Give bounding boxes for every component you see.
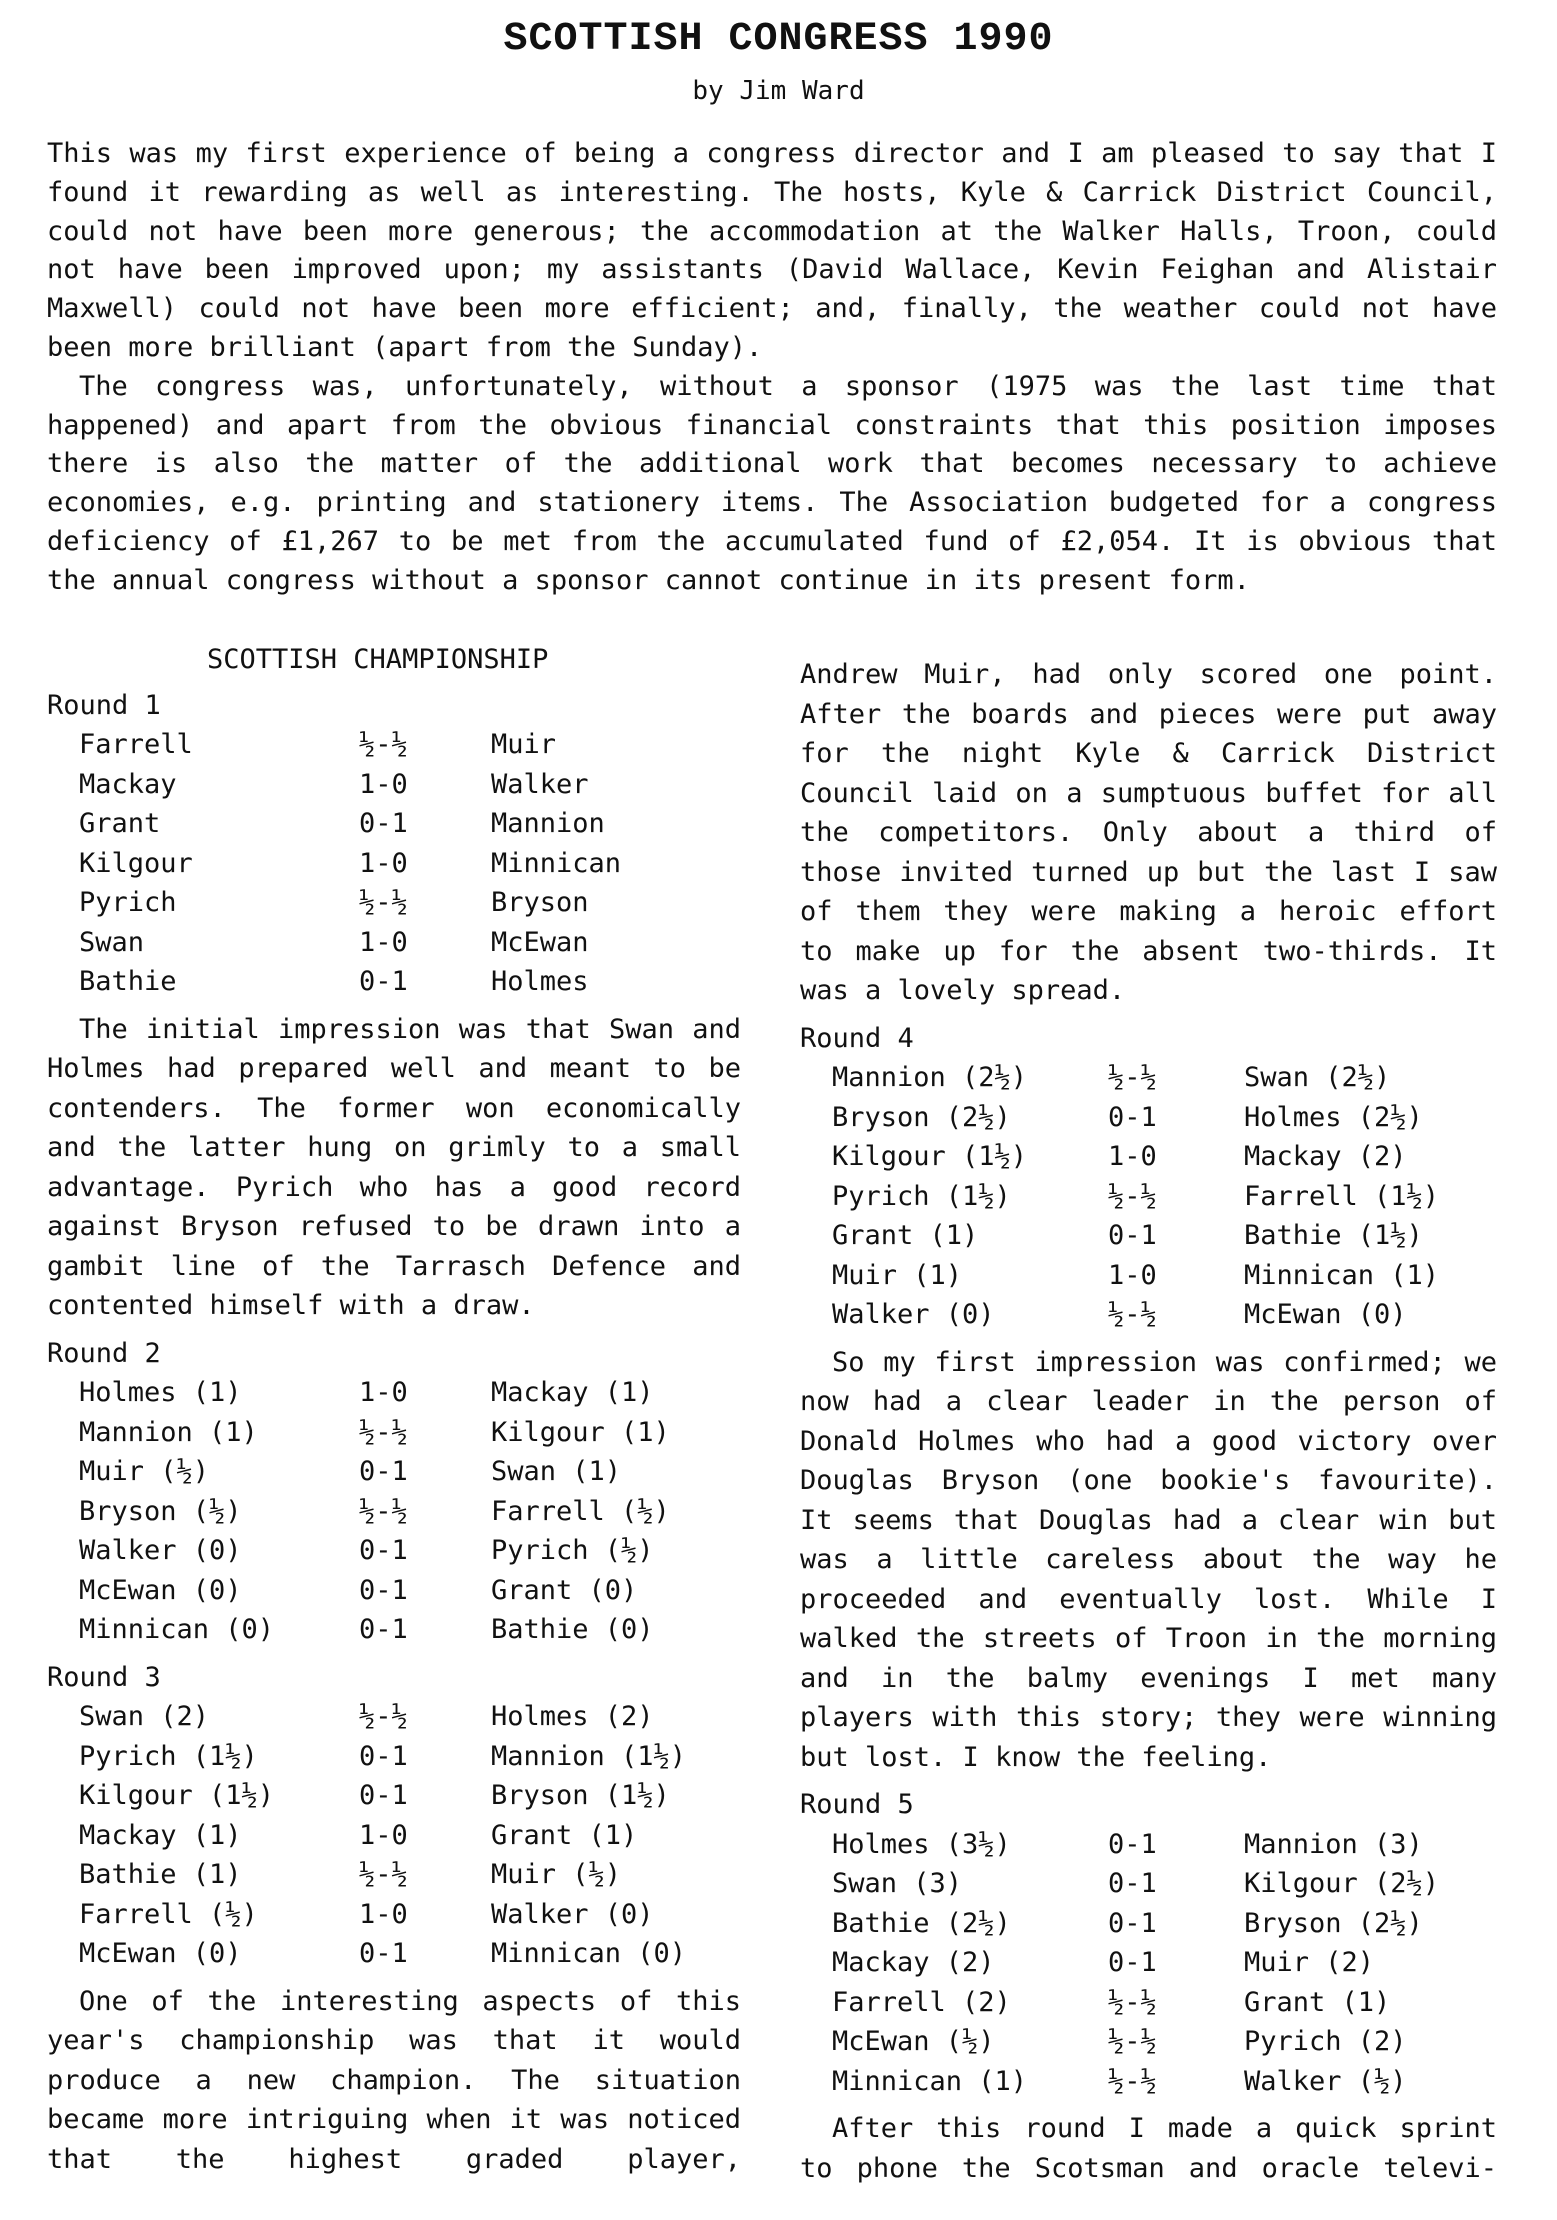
round-1-label: Round 1 <box>47 689 161 721</box>
game-result: 0-1 <box>359 1780 408 1811</box>
black-player: Bryson (2½) <box>1244 1907 1423 1939</box>
game-result: 1-0 <box>1108 1141 1157 1172</box>
round-1-table <box>79 725 621 1002</box>
game-result: 0-1 <box>1108 1868 1157 1899</box>
white-player: Muir (1) <box>832 1259 963 1291</box>
white-player: Mannion (1) <box>79 1416 258 1448</box>
game-result: 0-1 <box>359 1535 408 1566</box>
game-result: 0-1 <box>359 808 408 839</box>
game-row <box>79 1697 686 1737</box>
white-player: Bathie (1) <box>79 1859 242 1890</box>
game-row <box>832 1904 1439 1944</box>
black-player: Holmes (2) <box>491 1701 654 1732</box>
white-player: Bathie <box>79 966 177 997</box>
game-result: 0-1 <box>359 1456 408 1487</box>
game-row <box>832 1983 1439 2023</box>
black-player: Farrell (½) <box>491 1495 670 1527</box>
game-result: ½-½ <box>359 1859 408 1890</box>
game-result: 1-0 <box>1108 1259 1157 1291</box>
black-player: Walker (0) <box>491 1898 654 1930</box>
white-player: Minnican (0) <box>79 1614 275 1645</box>
game-result: ½-½ <box>1108 2065 1157 2097</box>
game-result: 0-1 <box>359 1938 408 1969</box>
round-3-table <box>79 1697 686 1974</box>
game-result: ½-½ <box>1108 1062 1157 1093</box>
black-player: Pyrich (½) <box>491 1535 654 1566</box>
paragraph: Andrew Muir, had only scored one point. After the boards and pieces were put away for the night Kyle & Carrick District Council laid on a sumptuous buffet for all the competitors. Only about a third of those invited turned up but the last I saw of them they were making a heroic effort to make up for the absent two-thirds. It was a lovely spread. <box>800 659 1497 1006</box>
black-player: Minnican (0) <box>491 1938 687 1969</box>
white-player: Muir (½) <box>79 1456 210 1487</box>
game-result: 0-1 <box>359 966 408 997</box>
white-player: Mannion (2½) <box>832 1062 1028 1093</box>
black-player: Holmes (2½) <box>1244 1101 1423 1133</box>
white-player: McEwan (0) <box>79 1574 242 1606</box>
game-result: ½-½ <box>1108 1986 1157 2018</box>
game-row <box>79 923 621 963</box>
game-row <box>832 1295 1439 1335</box>
game-result: 0-1 <box>1108 1907 1157 1939</box>
round-3-label: Round 3 <box>47 1661 161 1693</box>
game-row <box>79 1895 686 1935</box>
black-player: Mackay (2) <box>1244 1141 1407 1172</box>
black-player: Mackay (1) <box>491 1377 654 1408</box>
game-row <box>832 1137 1439 1177</box>
black-player: Grant (0) <box>491 1574 638 1606</box>
game-result: 0-1 <box>1108 1101 1157 1133</box>
paragraph: So my first impression was confirmed; we now had a clear leader in the person of Donald Holmes who had a good victory over Douglas Bryson (one bookie's favourite). It seems that Douglas had a clear win but was a little careless about the way he proceeded and eventually lost. While I walked the streets of Troon in the morning and in the balmy evenings I met many players with this story; they were winning but lost. I know the feeling. <box>800 1346 1497 1773</box>
white-player: Mackay <box>79 768 177 800</box>
black-player: McEwan (0) <box>1244 1299 1407 1330</box>
game-row <box>79 1855 686 1895</box>
white-player: Farrell (2) <box>832 1986 1011 2018</box>
white-player: Mackay (1) <box>79 1819 242 1851</box>
black-player: Walker (½) <box>1244 2065 1407 2097</box>
white-player: Pyrich <box>79 887 177 918</box>
game-result: 1-0 <box>359 1898 408 1930</box>
intro-paragraph-2: The congress was, unfortunately, without a sponsor (1975 was the last time that happened) and apart from the obvious financial constraints that this position imposes there is also the matter of the additional work that becomes necessary to achieve economies, e.g. printing and stationery items. The Association budgeted for a congress deficiency of £1,267 to be met from the accumulated fund of £2,054. It is obvious that the annual congress without a sponsor cannot continue in its present form. <box>47 370 1497 596</box>
black-player: Bryson (1½) <box>491 1780 670 1811</box>
game-result: ½-½ <box>1108 2026 1157 2057</box>
white-player: McEwan (0) <box>79 1938 242 1969</box>
game-row <box>79 962 621 1002</box>
black-player: Holmes <box>491 966 589 997</box>
white-player: Kilgour (1½) <box>832 1141 1028 1172</box>
section-title: SCOTTISH CHAMPIONSHIP <box>207 644 549 675</box>
black-player: Bathie (1½) <box>1244 1220 1423 1251</box>
game-row <box>79 725 621 765</box>
game-result: ½-½ <box>359 1495 408 1527</box>
white-player: Grant (1) <box>832 1220 979 1251</box>
game-result: 1-0 <box>359 1377 408 1408</box>
game-result: 0-1 <box>359 1574 408 1606</box>
game-row <box>79 1413 670 1453</box>
black-player: Bryson <box>491 887 589 918</box>
white-player: Pyrich (1½) <box>832 1180 1011 1212</box>
left-column <box>47 640 741 2187</box>
white-player: Grant <box>79 808 161 839</box>
game-row <box>79 1571 670 1611</box>
game-row <box>79 1452 670 1492</box>
game-row <box>832 1177 1439 1217</box>
paragraph: The initial impression was that Swan and Holmes had prepared well and meant to be contenders. The former won economically and the latter hung on grimly to a small advantage. Pyrich who has a good record against Bryson refused to be drawn into a gambit line of the Tarrasch Defence and contented himself with a draw. <box>47 1013 741 1321</box>
black-player: Kilgour (1) <box>491 1416 670 1448</box>
black-player: Muir (2) <box>1244 1947 1375 1978</box>
game-row <box>79 1816 686 1856</box>
white-player: Swan (3) <box>832 1868 963 1899</box>
white-player: Swan <box>79 926 145 958</box>
round-4-table <box>832 1058 1439 1335</box>
game-result: 0-1 <box>1108 1947 1157 1978</box>
game-row <box>832 1825 1439 1865</box>
game-row <box>832 1256 1439 1296</box>
white-player: Bryson (2½) <box>832 1101 1011 1133</box>
white-player: Holmes (1) <box>79 1377 242 1408</box>
white-player: Mackay (2) <box>832 1947 995 1978</box>
round-4-label: Round 4 <box>800 1022 914 1054</box>
white-player: Swan (2) <box>79 1701 210 1732</box>
white-player: Walker (0) <box>79 1535 242 1566</box>
white-player: Farrell (½) <box>79 1898 258 1930</box>
intro-paragraph-1: This was my first experience of being a congress director and I am pleased to say that I found it rewarding as well as interesting. The hosts, Kyle & Carrick District Council, could not have been more generous; the accommodation at the Walker Halls, Troon, could not have been improved upon; my assistants (David Wallace, Kevin Feighan and Alistair Maxwell) could not have been more efficient; and, finally, the weather could not have been more brilliant (apart from the Sunday). <box>47 138 1497 363</box>
paragraph: One of the interesting aspects of this year's championship was that it would produce a new champion. The situation became more intriguing when it was noticed that the highest graded player, <box>47 1985 741 2175</box>
game-row <box>832 1216 1439 1256</box>
black-player: McEwan <box>491 926 589 958</box>
game-row <box>79 1492 670 1532</box>
game-row <box>79 1373 670 1413</box>
white-player: Kilgour (1½) <box>79 1780 275 1811</box>
game-row <box>79 1531 670 1571</box>
game-result: ½-½ <box>359 1701 408 1732</box>
round-5-label: Round 5 <box>800 1789 914 1820</box>
game-row <box>79 1737 686 1777</box>
black-player: Pyrich (2) <box>1244 2026 1407 2057</box>
game-result: 1-0 <box>359 1819 408 1851</box>
game-result: ½-½ <box>359 729 408 760</box>
game-result: 1-0 <box>359 768 408 800</box>
white-player: Kilgour <box>79 847 193 879</box>
black-player: Kilgour (2½) <box>1244 1868 1440 1899</box>
game-result: 0-1 <box>1108 1828 1157 1860</box>
black-player: Swan (2½) <box>1244 1062 1391 1093</box>
white-player: Bathie (2½) <box>832 1907 1011 1939</box>
white-player: Bryson (½) <box>79 1495 242 1527</box>
intro-section <box>47 135 1497 601</box>
black-player: Grant (1) <box>1244 1986 1391 2018</box>
game-result: 0-1 <box>359 1740 408 1772</box>
game-result: ½-½ <box>359 1416 408 1448</box>
game-result: 0-1 <box>359 1614 408 1645</box>
game-result: ½-½ <box>1108 1299 1157 1330</box>
black-player: Muir <box>491 729 557 760</box>
article-title: SCOTTISH CONGRESS 1990 <box>503 17 1054 62</box>
white-player: Walker (0) <box>832 1299 995 1330</box>
round-5-table <box>832 1825 1439 2102</box>
black-player: Muir (½) <box>491 1859 622 1890</box>
black-player: Minnican <box>491 847 622 879</box>
white-player: Pyrich (1½) <box>79 1740 258 1772</box>
game-row <box>79 765 621 805</box>
game-result: 0-1 <box>1108 1220 1157 1251</box>
white-player: Farrell <box>79 729 193 760</box>
black-player: Grant (1) <box>491 1819 638 1851</box>
game-row <box>832 2062 1439 2102</box>
game-row <box>79 804 621 844</box>
game-result: ½-½ <box>359 887 408 918</box>
game-row <box>79 883 621 923</box>
game-result: 1-0 <box>359 847 408 879</box>
game-row <box>832 1098 1439 1138</box>
round-2-table <box>79 1373 670 1650</box>
game-row <box>832 2022 1439 2062</box>
black-player: Swan (1) <box>491 1456 622 1487</box>
white-player: McEwan (½) <box>832 2026 995 2057</box>
black-player: Mannion (3) <box>1244 1828 1423 1860</box>
black-player: Farrell (1½) <box>1244 1180 1440 1212</box>
black-player: Minnican (1) <box>1244 1259 1440 1291</box>
black-player: Bathie (0) <box>491 1614 654 1645</box>
white-player: Minnican (1) <box>832 2065 1028 2097</box>
game-row <box>79 844 621 884</box>
game-row <box>832 1058 1439 1098</box>
black-player: Mannion <box>491 808 605 839</box>
game-row <box>79 1610 670 1650</box>
black-player: Mannion (1½) <box>491 1740 687 1772</box>
round-2-label: Round 2 <box>47 1337 161 1369</box>
game-result: ½-½ <box>1108 1180 1157 1212</box>
black-player: Walker <box>491 768 589 800</box>
game-row <box>79 1776 686 1816</box>
paragraph: After this round I made a quick sprint to phone the Scotsman and oracle televi- <box>800 2113 1497 2184</box>
game-result: 1-0 <box>359 926 408 958</box>
game-row <box>832 1864 1439 1904</box>
article-byline: by Jim Ward <box>692 76 865 106</box>
game-row <box>79 1934 686 1974</box>
white-player: Holmes (3½) <box>832 1828 1011 1860</box>
right-column <box>800 655 1497 2196</box>
game-row <box>832 1943 1439 1983</box>
